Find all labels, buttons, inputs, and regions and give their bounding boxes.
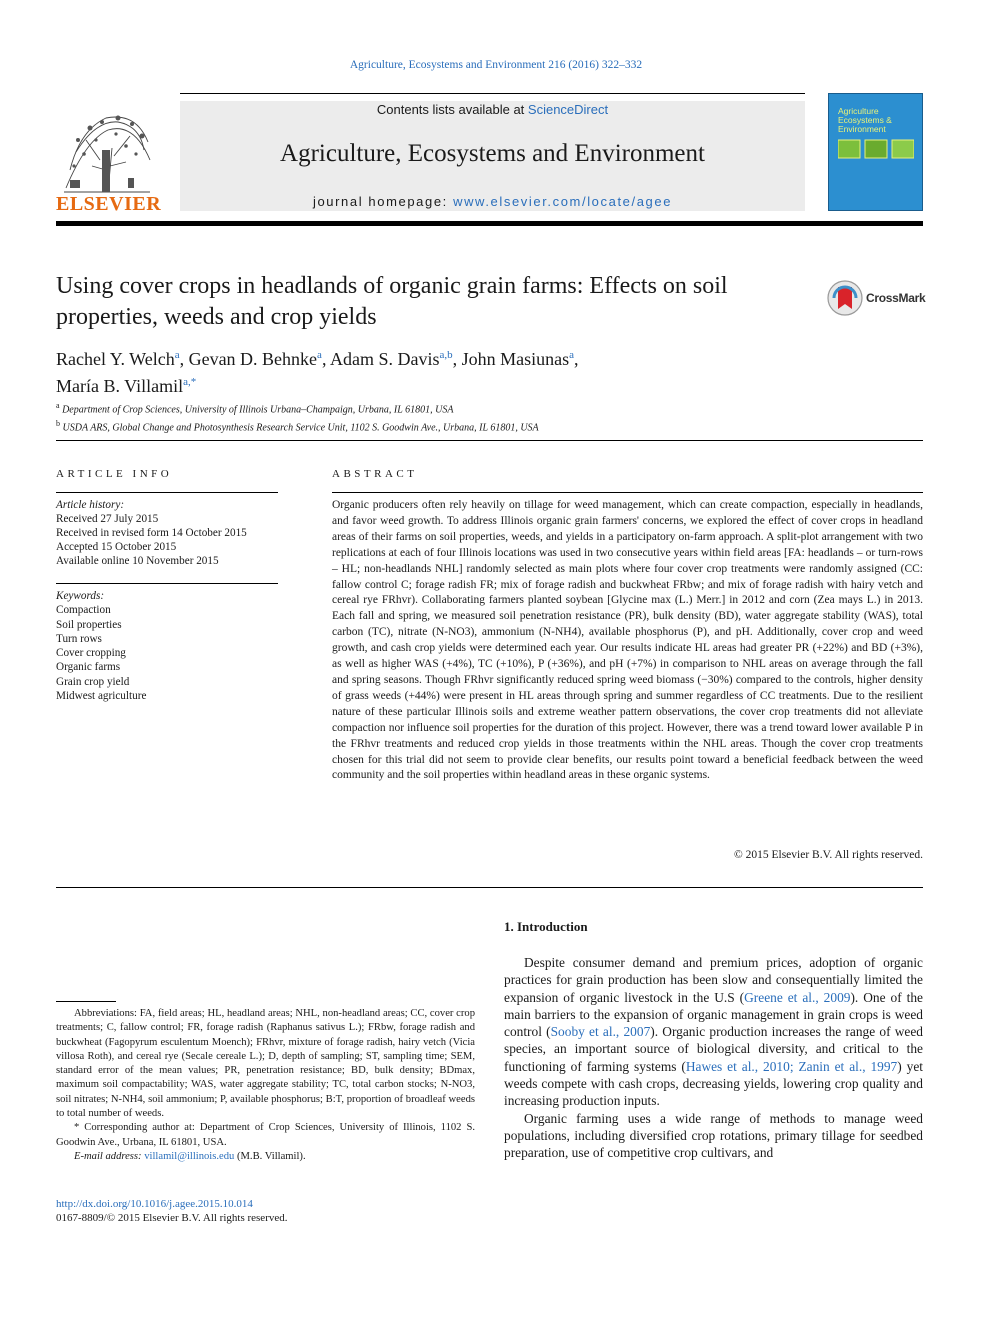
affiliations [56,399,816,436]
introduction-heading: 1. Introduction [504,919,588,934]
elsevier-wordmark: ELSEVIER [56,193,162,215]
citation-link[interactable]: Sooby et al., 2007 [550,1024,651,1040]
article-info-rule [56,492,278,493]
keywords-heading: Keywords: [56,590,105,602]
contents-prefix: Contents lists available at [376,102,528,117]
author[interactable]: Adam S. Davis$^{a,b}$ [329,349,453,369]
keyword: Turn rows [56,632,102,645]
journal-homepage [180,194,805,209]
section-rule [56,887,923,888]
paragraph: Organic farming uses a wide range of methods to manage weed populations, including diversified crop rotations, primary tillage for seedbed preparation, use of competitive crop cultivars, and [504,1110,923,1161]
email-footnote: E-mail address: villamil@illinois.edu (M.B. Villamil). [74,1150,306,1162]
footnote-rule [56,1001,116,1002]
corresponding-author-footnote: * Corresponding author at: Department of Crop Sciences, University of Illinois, 1102 S. Goodwin Ave., Urbana, IL 61801, USA. [56,1122,475,1148]
crossmark-label[interactable]: CrossMark [866,291,926,305]
author[interactable]: María B. Villamil$^{a,*}$ [56,376,197,396]
keyword: Cover cropping [56,647,126,660]
cover-images [838,138,914,160]
keywords [56,589,278,703]
affiliation-a: $^a$ Department of Crop Sciences, University of Illinois Urbana–Champaign, Urbana, IL 61801, USA [56,401,454,416]
citation-link[interactable]: Greene et al., 2009 [744,989,851,1005]
article-title: Using cover crops in headlands of organic grain farms: Effects on soil properties, weeds and crop yields [56,273,728,330]
author[interactable]: John Masiunas$^a$ [461,349,574,369]
doi-link[interactable]: http://dx.doi.org/10.1016/j.agee.2015.10.014 [56,1198,253,1210]
footnotes [56,1007,475,1164]
author[interactable]: Gevan D. Behnke$^a$ [188,349,322,369]
citation-link[interactable]: Hawes et al., 2010; Zanin et al., 1997 [685,1058,898,1074]
author-list: Rachel Y. Welch$^a$, Gevan D. Behnke$^a$, Adam S. Davis$^{a,b}$, John Masiunas$^a$, María B. Villamil$^{a,*}$ [56,349,579,396]
article-info-label: ARTICLE INFO [56,468,173,480]
history-item: Received in revised form 14 October 2015 [56,527,247,539]
header-bottom-rule [56,221,923,226]
history-heading: Article history: [56,499,125,511]
keywords-rule [56,583,278,584]
contents-line [180,102,805,117]
affiliation-b: $^b$ USDA ARS, Global Change and Photosynthesis Research Service Unit, 1102 S. Goodwin Ave., Urbana, IL 61801, USA [56,419,539,434]
paragraph: Despite consumer demand and premium prices, adoption of organic practices for grain production has been slow and consequentially limited the expansion of organic livestock in the U.S (Greene et al., 2009). One of the main barriers to the expansion of organic management in grain crops is weed control (Sooby et al., 2007). Organic production increases the range of weed species, an important source of biological diversity, and critical to the functioning of farming systems (Hawes et al., 2010; Zanin et al., 1997) yet weeds compete with cash crops, decreasing yields, lowering crop quality and increasing production inputs. [504,955,924,1109]
keyword: Midwest agriculture [56,690,147,703]
history-item: Accepted 15 October 2015 [56,541,177,553]
history-item: Available online 10 November 2015 [56,555,219,567]
introduction-body [504,954,923,1162]
issn-line: 0167-8809/© 2015 Elsevier B.V. All rights reserved. [56,1212,288,1224]
abbreviations-footnote: Abbreviations: FA, field areas; HL, headland areas; NHL, non-headland areas; CC, cover crop treatments; C, fallow control; FR, forage radish (Raphanus sativus L.); FRbw, forage radish and buckwheat (Fagopyrum esculentum Moench); FRhvr, mixture of forage radish, hairy vetch (Vicia villosa Roth), and cereal rye (Secale cereale L.); D, depth of sampling; ST, sampling time; SEM, standard error of the mean values; PR, penetration resistance; BD, bulk density; BDmax, maximum soil compactability; WAS, water aggregate stability; TC, total carbon stocks; N-NO3, soil nitrates; N-NH4, soil ammonium; P, available phosphorus; B:T, proportion of broadleaf weeds to total number of weeds. [56,1008,475,1120]
copyright: © 2015 Elsevier B.V. All rights reserved. [734,849,923,861]
abstract-rule [332,492,923,493]
homepage-prefix: journal homepage: [312,194,454,209]
keyword: Grain crop yield [56,675,130,688]
abstract-label: ABSTRACT [332,468,418,480]
keyword: Compaction [56,604,111,617]
email-link[interactable]: villamil@illinois.edu [144,1150,235,1162]
keyword: Soil properties [56,618,122,631]
homepage-link[interactable]: www.elsevier.com/locate/agee [453,194,673,209]
crossmark-icon[interactable] [826,279,866,317]
cover-title: Agriculture Ecosystems & Environment [838,106,892,134]
header-top-rule [180,93,805,94]
affiliation-rule [56,440,923,441]
history-item: Received 27 July 2015 [56,513,159,525]
sciencedirect-link[interactable]: ScienceDirect [527,102,609,117]
abstract-text: Organic producers often rely heavily on tillage for weed management, which can create compaction, especially in headlands, and favor weed growth. To address Illinois organic grain farmers' concerns, we explored the effect of cover crops in headland areas of their farms on soil properties, weeds, and yields in a participatory on-farm approach. A split-plot arrangement with two replications at each of four Illinois locations was used in two consecutive years within field areas [FA: headlands – or turn-rows – HL; non-headlands NHL] randomly selected as main plots where four cover crop treatments were randomly assigned (CC: fallow control C; forage radish FR; mix of forage radish and buckwheat FRbw; and mix of forage radish with hairy vetch and cereal rye FRhvr). Collaborating farmers planted soybean [Glycine max (L.) Merr.] in 2012 and corn (Zea mays L.) in 2013. Each fall and spring, we measured soil penetration resistance (PR), bulk density (BD), water aggregate stability (WAS), total carbon (TC), nitrate (N-NO3), ammonium (N-NH4), available phosphorus (P), and pH. Additionally, cover crop and weed growth, and cash crop yields were determined each year. Our results indicate HL areas had greater PR (+22%) and BD (+3%), as well as higher WAS (+4%), TC (+10%), P (+36%), and pH (+7%) in comparison to NHL areas on average through the fall and spring seasons. Though FRhvr significantly reduced spring weed biomass (−30%) compared to the controls, higher density of grass weeds (+44%) were present in HL areas through spring and summer regardless of CC treatments. Due to the resilient nature of these particular Illinois soils and extreme weather pattern observations, the cover crop treatments did not alleviate compaction nor influence soil properties for the duration of this project. However, there was a trend toward lower available P in the FRhvr treatments and reduced crop yields in those treatments within the NHL areas. Though the cover crop treatments chosen for this trial did not seem to provide clear benefits, our results point toward a beneficial feedback between the weed community and the soil properties within headland areas in these organic systems. [332,499,923,782]
journal-title: Agriculture, Ecosystems and Environment [280,140,705,167]
author[interactable]: Rachel Y. Welch$^a$ [56,349,180,369]
keyword: Organic farms [56,661,121,674]
journal-citation[interactable]: Agriculture, Ecosystems and Environment 216 (2016) 322–332 [349,59,643,71]
article-history [56,498,278,568]
